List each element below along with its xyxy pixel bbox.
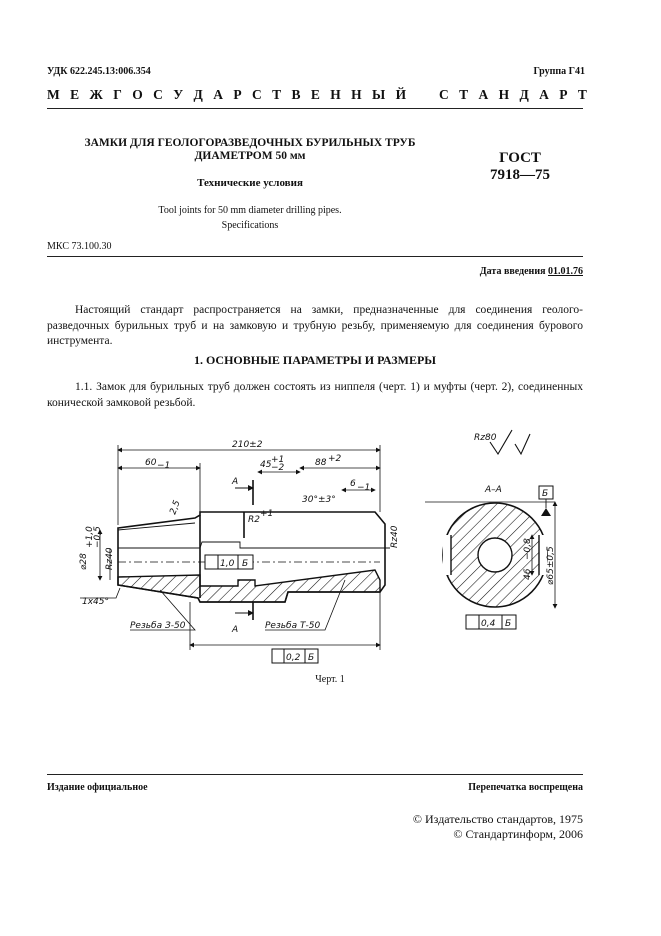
clause-1-1: 1.1. Замок для бурильных труб должен состоять из ниппеля (черт. 1) и муфты (черт. 2), соединенных конической замковой резьбой. [47, 381, 583, 409]
banner-letter: Т [577, 87, 587, 102]
gost-number: 7918—75 [490, 167, 550, 183]
banner-letter: Г [113, 87, 122, 102]
banner-letter: А [478, 87, 489, 102]
banner-letter: Р [233, 87, 242, 102]
intro-date-label: Дата введения [479, 266, 546, 277]
mks-rule [47, 256, 583, 257]
dim-6: 6 [350, 479, 356, 489]
rz40-left: Rz40 [105, 547, 115, 570]
banner-letter: Ы [372, 87, 386, 102]
hatched-section [118, 570, 380, 602]
dim-mid-tol-dn: −2 [271, 463, 285, 473]
intro-date [480, 266, 583, 277]
banner-letter: Ж [89, 87, 103, 102]
banner-letter: Н [330, 87, 341, 102]
dim-65: ⌀65±0,5 [546, 546, 556, 585]
title-line-1: ЗАМКИ ДЛЯ ГЕОЛОГОРАЗВЕДОЧНЫХ БУРИЛЬНЫХ ТРУБ [84, 137, 416, 149]
roughness-general: Rz80 [474, 433, 497, 443]
gost-label: ГОСТ [499, 150, 541, 166]
tol-2-datum: Б [308, 653, 315, 663]
dim-left: 60 [145, 458, 157, 468]
group-code: Группа Г41 [533, 66, 585, 77]
banner-letter: А [539, 87, 549, 102]
header-rule [47, 108, 583, 109]
dim-46-tol: −0,8 [523, 538, 533, 560]
technical-drawing [60, 420, 600, 670]
diam-28: ⌀28 [79, 553, 89, 570]
official-edition: Издание официальное [47, 782, 148, 793]
intro-paragraph: Настоящий стандарт распространяется на замки, предназначенные для соединения геолого-разведочных бурильных труб и на замковую и трубную резьбу, применяемую для соединения бурового инструмента. [47, 304, 583, 347]
dim-mid: 45 [260, 460, 272, 470]
gost-designation [470, 150, 570, 184]
radius-tol: +1 [260, 509, 274, 519]
copyright-2: © Стандартинформ, 2006 [453, 827, 583, 841]
dim-mid-tol-up: +1 [271, 455, 285, 465]
document-subtitle: Технические условия [197, 177, 303, 189]
banner-letter: Е [310, 87, 320, 102]
angle-label: 30°±3° [302, 495, 336, 505]
thread-right: Резьба Т-50 [265, 621, 321, 631]
english-title [60, 203, 440, 233]
banner-letter: У [173, 87, 184, 102]
banner-letter: С [153, 87, 163, 102]
chamfer-1x45: 1x45° [82, 597, 110, 607]
tol-1-value: 1,0 [220, 559, 235, 569]
banner-letter: Т [272, 87, 282, 102]
rz40-right: Rz40 [390, 525, 400, 548]
section-mark-top: A [232, 477, 239, 487]
banner-letter: Н [351, 87, 362, 102]
drawing-caption: Черт. 1 [315, 674, 345, 685]
banner-letter: В [291, 87, 301, 102]
footer-rule [47, 774, 583, 775]
chamfer-25: 2,5 [168, 499, 183, 517]
dim-left-tol: −1 [157, 461, 171, 471]
title-line-2: ДИАМЕТРОМ 50 мм [194, 150, 306, 162]
section-aa-label: А–А [485, 485, 502, 495]
reprint-notice: Перепечатка воспрещена [468, 782, 583, 793]
bore-line [118, 542, 390, 548]
tol-3-datum: Б [505, 619, 512, 629]
dim-46: 46 [523, 568, 533, 580]
dim-total: 210±2 [232, 440, 263, 450]
document-title [60, 137, 440, 163]
banner-letter: Е [70, 87, 80, 102]
banner-letter: М [47, 87, 60, 102]
thread-left: Резьба З-50 [130, 621, 186, 631]
dim-right: 88 [315, 458, 327, 468]
dim-6-tol: −1 [357, 483, 371, 493]
tol-3-value: 0,4 [481, 619, 496, 629]
interstate-standard-banner [47, 87, 587, 103]
banner-letter: Н [498, 87, 510, 102]
radius-label: R2 [248, 515, 260, 525]
dim-right-tol: +2 [328, 454, 342, 464]
datum-b-label: Б [542, 489, 549, 499]
tol-1-datum: Б [242, 559, 249, 569]
banner-letter: Д [519, 87, 529, 102]
english-title-line-1: Tool joints for 50 mm diameter drilling pipes. [158, 205, 342, 216]
diam-28-tol-up: +1,0 [85, 526, 95, 548]
copyright-1: © Издательство стандартов, 1975 [412, 812, 583, 826]
udk-code: УДК 622.245.13:006.354 [47, 66, 151, 77]
intro-date-value: 01.01.76 [548, 266, 583, 277]
banner-letter: Й [395, 87, 407, 102]
banner-letter: О [132, 87, 143, 102]
tol-2-value: 0,2 [286, 653, 301, 663]
banner-letter: Д [193, 87, 203, 102]
banner-letter: Т [459, 87, 469, 102]
banner-letter: С [251, 87, 262, 102]
banner-letter: Р [559, 87, 568, 102]
mks-code: МКС 73.100.30 [47, 241, 112, 252]
section-heading: 1. ОСНОВНЫЕ ПАРАМЕТРЫ И РАЗМЕРЫ [193, 353, 437, 367]
section-mark-bottom: A [232, 625, 239, 635]
english-title-line-2: Specifications [221, 220, 279, 231]
banner-letter: С [438, 87, 449, 102]
diam-28-tol-dn: −0,5 [93, 526, 103, 548]
banner-gap [417, 87, 429, 103]
banner-letter: А [213, 87, 223, 102]
